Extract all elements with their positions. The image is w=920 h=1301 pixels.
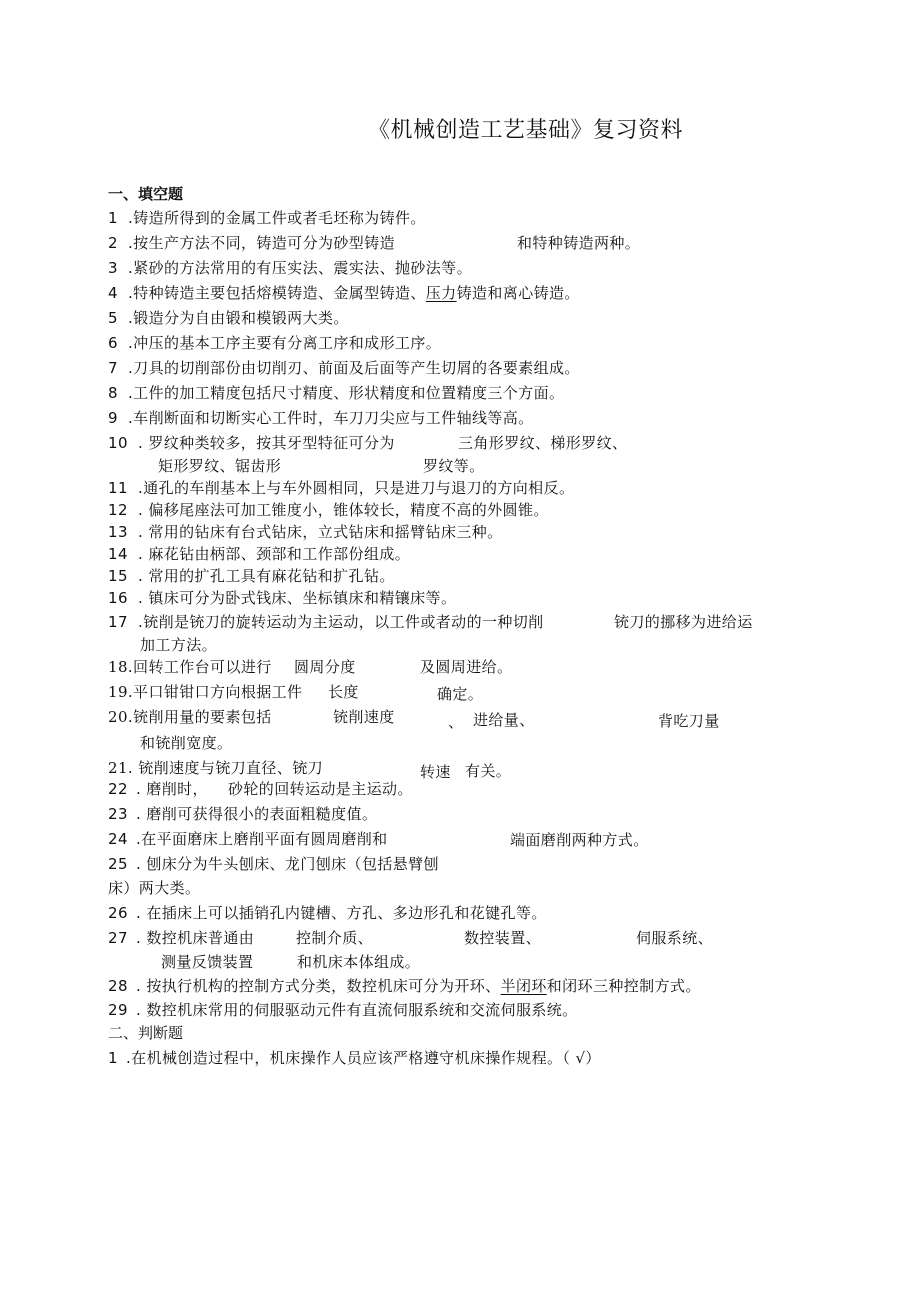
item-text: .工件的加工精度包括尺寸精度、形状精度和位置精度三个方面。	[128, 384, 565, 402]
item-text: .铸造所得到的金属工件或者毛坯称为铸件。	[128, 209, 426, 227]
item-text: 伺服系统、	[636, 929, 714, 947]
item-text: 铳削速度	[333, 708, 395, 726]
item-number: 13	[108, 523, 128, 541]
item-number: 15	[108, 567, 128, 585]
item-number: 29	[108, 1001, 128, 1019]
item-number: 24	[108, 830, 128, 848]
item-number: 9	[108, 409, 118, 427]
item-text: 背吃刀量	[658, 712, 720, 730]
item-text: . 镇床可分为卧式钱床、坐标镇床和精镶床等。	[138, 589, 457, 607]
item-text: 20.铳削用量的要素包括	[108, 708, 272, 726]
item-text: 铳刀的挪移为进给运	[614, 613, 753, 631]
item-number: 6	[108, 334, 118, 352]
item-text: .按生产方法不同，铸造可分为砂型铸造	[128, 234, 395, 252]
item-number: 16	[108, 589, 128, 607]
item-text: .刀具的切削部份由切削刃、前面及后面等产生切屑的各要素组成。	[128, 359, 580, 377]
item-text: 进给量、	[473, 711, 535, 729]
item-text: 长度	[328, 683, 359, 701]
item-text: 罗纹等。	[423, 457, 485, 475]
item-text: .冲压的基本工序主要有分离工序和成形工序。	[128, 334, 442, 352]
item-text: 测量反馈装置	[161, 953, 254, 971]
item-text: 和机床本体组成。	[297, 953, 421, 971]
item-text: 19.平口钳钳口方向根据工件	[108, 683, 303, 701]
item-text: 和铳削宽度。	[140, 734, 233, 752]
item-number: 7	[108, 359, 118, 377]
item-text: 床）两大类。	[108, 879, 201, 897]
item-number: 10	[108, 434, 128, 452]
item-text: 矩形罗纹、锯齿形	[158, 457, 282, 475]
item-text: .锻造分为自由锻和模锻两大类。	[128, 309, 349, 327]
underlined-answer: 压力	[425, 284, 457, 302]
item-text: 、	[448, 713, 464, 731]
item-number: 8	[108, 384, 118, 402]
item-text: 端面磨削两种方式。	[510, 831, 649, 849]
item-number: 11	[108, 479, 128, 497]
item-text: . 刨床分为牛头刨床、龙门刨床（包括悬臂刨	[136, 855, 439, 873]
item-text: . 按执行机构的控制方式分类，数控机床可分为开环、半闭环和闭环三种控制方式。	[136, 977, 701, 995]
item-text: 砂轮的回转运动是主运动。	[228, 780, 413, 798]
item-text: 圆周分度	[294, 658, 356, 676]
item-number: 2	[108, 234, 118, 252]
item-text: . 在插床上可以插销孔内键槽、方孔、多边形孔和花键孔等。	[136, 904, 547, 922]
item-number: 22	[108, 780, 128, 798]
item-text: . 偏移尾座法可加工锥度小，锥体较长，精度不高的外圆锥。	[138, 501, 549, 519]
item-text: . 常用的钻床有台式钻床，立式钻床和摇臂钻床三种。	[138, 523, 503, 541]
item-text: 18.回转工作台可以进行	[108, 658, 272, 676]
item-text: 控制介质、	[296, 929, 374, 947]
item-number: 1	[108, 209, 118, 227]
section-heading-true-false: 二、判断题	[108, 1024, 184, 1042]
item-number: 28	[108, 977, 128, 995]
item-text: .特种铸造主要包括熔模铸造、金属型铸造、压力铸造和离心铸造。	[128, 284, 580, 302]
item-text: 转速	[420, 763, 451, 781]
item-text: 和特种铸造两种。	[517, 234, 641, 252]
underlined-answer: 半闭环	[500, 977, 547, 995]
item-text: .在平面磨床上磨削平面有圆周磨削和	[136, 830, 388, 848]
item-text: . 麻花钻由柄部、颈部和工作部份组成。	[138, 545, 411, 563]
item-text: 确定。	[437, 685, 484, 703]
item-text: 21. 铳削速度与铳刀直径、铳刀	[108, 759, 324, 777]
document-title: 《机械创造工艺基础》复习资料	[368, 118, 684, 143]
item-number: 5	[108, 309, 118, 327]
item-text: .车削断面和切断实心工件时，车刀刀尖应与工件轴线等高。	[128, 409, 534, 427]
item-text: 数控装置、	[464, 929, 542, 947]
item-text: .在机械创造过程中，机床操作人员应该严格遵守机床操作规程。（ √）	[126, 1049, 601, 1067]
item-text: 有关。	[465, 762, 512, 780]
item-number: 4	[108, 284, 118, 302]
item-text: . 罗纹种类较多，按其牙型特征可分为	[138, 434, 395, 452]
item-text: . 磨削可获得很小的表面粗糙度值。	[136, 805, 378, 823]
item-number: 1	[108, 1049, 118, 1067]
item-text: . 数控机床普通由	[136, 929, 255, 947]
item-number: 25	[108, 855, 128, 873]
section-heading-fill-in: 一、填空题	[108, 185, 184, 203]
item-number: 27	[108, 929, 128, 947]
item-number: 17	[108, 613, 128, 631]
item-text: . 常用的扩孔工具有麻花钻和扩孔钻。	[138, 567, 395, 585]
item-number: 12	[108, 501, 128, 519]
item-number: 26	[108, 904, 128, 922]
item-text: .通孔的车削基本上与车外圆相同，只是进刀与退刀的方向相反。	[138, 479, 575, 497]
item-text: 及圆周进给。	[420, 658, 513, 676]
item-text: 三角形罗纹、梯形罗纹、	[458, 434, 628, 452]
item-number: 3	[108, 259, 118, 277]
item-number: 14	[108, 545, 128, 563]
item-text: .铳削是铳刀的旋转运动为主运动，以工件或者动的一种切削	[138, 613, 544, 631]
item-text: .紧砂的方法常用的有压实法、震实法、抛砂法等。	[128, 259, 472, 277]
item-number: 23	[108, 805, 128, 823]
item-text: . 数控机床常用的伺服驱动元件有直流伺服系统和交流伺服系统。	[136, 1001, 578, 1019]
item-text: 加工方法。	[140, 636, 218, 654]
item-text: . 磨削时，	[136, 780, 208, 798]
